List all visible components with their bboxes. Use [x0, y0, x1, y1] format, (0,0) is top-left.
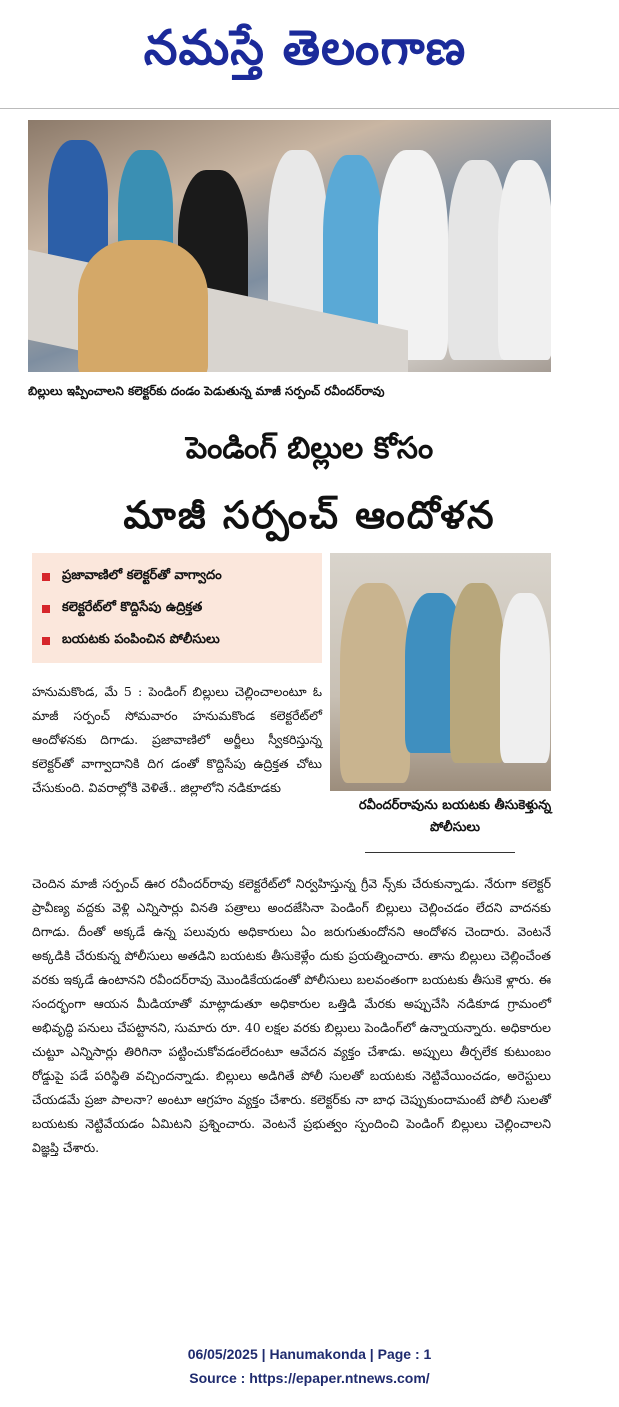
caption-divider — [365, 852, 515, 853]
square-bullet-icon — [42, 573, 50, 581]
top-photo-caption: బిల్లులు ఇప్పించాలని కలెక్టర్‌కు దండం పెడుతున్న మాజీ సర్పంచ్‌ రవీందర్‌రావు — [28, 384, 385, 398]
article-body-wide — [32, 872, 551, 1160]
highlights-box — [32, 553, 322, 663]
footer-date-line: 06/05/2025 | Hanumakonda | Page : 1 — [187, 1346, 432, 1362]
footer-source-line: Source : https://epaper.ntnews.com/ — [189, 1370, 430, 1386]
square-bullet-icon — [42, 637, 50, 645]
highlight-item: బయటకు పంపించిన పోలీసులు — [32, 625, 322, 657]
article-paragraph: హనుమకొండ, మే 5 : పెండింగ్‌ బిల్లులు చెల్లించాలంటూ ఓ మాజీ సర్పంచ్‌ సోమవారం హనుమకొండ కలెక్టరేట్‌లో ఆందోళనకు దిగాడు. ప్రజావాణిలో అర్జీలు స్వీకరిస్తున్న కలెక్టర్‌తో వాగ్వాదానికి దిగ డంతో కొద్దిసేపు ఉద్రిక్తత చోటు చేసుకుంది. వివరాల్లోకి వెళితే.. జిల్లాలోని నడికూడకు — [32, 684, 322, 795]
square-bullet-icon — [42, 605, 50, 613]
highlight-item: ప్రజావాణిలో కలెక్టర్‌తో వాగ్వాదం — [32, 561, 322, 593]
article-body-narrow — [32, 680, 322, 800]
masthead-title: నమస్తే తెలంగాణ — [143, 20, 467, 76]
headline-line-2: మాజీ సర్పంచ్‌ ఆందోళన — [123, 493, 496, 537]
top-news-photo — [28, 120, 551, 372]
side-news-photo — [330, 553, 551, 791]
side-photo-caption: రవీందర్‌రావును బయటకు తీసుకెళ్తున్న పోలీసులు — [358, 798, 552, 835]
article-paragraph: చెందిన మాజీ సర్పంచ్‌ ఊర రవీందర్‌రావు కలెక్టరేట్‌లో నిర్వహిస్తున్న గ్రీవె న్స్‌కు చేరుకున్నాడు. నేరుగా కలెక్టర్‌ ప్రావీణ్య వద్దకు వెళ్లి ఎన్నిసార్లు వినతి పత్రాలు అందజేసినా పెండింగ్‌ బిల్లులు చెల్లించడం లేదని వాదనకు దిగాడు. దీంతో అక్కడే ఉన్న పలువురు అధికారులు ఏం జరుగుతుందోనని ఆందోళన చెందారు. వెంటనే అక్కడికి చేరుకున్న పోలీసులు అతడిని బయటకు తీసుకెళ్లేం దుకు ప్రయత్నించారు. తాను బిల్లులు చెల్లించేంత వరకు ఇక్కడే ఉంటానని రవీందర్‌రావు మొండికేయడంతో పోలీసులు బలవంతంగా బయటకు తీసుకె ళ్లారు. ఈ సందర్భంగా ఆయన మీడియాతో మాట్లాడుతూ అధికారుల ఒత్తిడి మేరకు అప్పుచేసి నడికూడ గ్రామంలో అభివృద్ధి పనులు చేపట్టానని, సుమారు రూ. 40 లక్షల వరకు బిల్లులు పెండింగ్‌లో ఉన్నాయన్నారు. అధికారుల చుట్టూ ఎన్నిసార్లు తిరిగినా పట్టించుకోవడంలేదంటూ ఆవేదన వ్యక్తం చేశాడు. అప్పులు తీర్చలేక కుటుంబం రోడ్డుపై పడే పరిస్థితి వచ్చిందన్నాడు. బిల్లులు అడిగితే పోలీ సులతో బయటకు నెట్టివేయించడం, అరెస్టులు చేయడమే ప్రజా పాలనా? అంటూ ఆగ్రహం వ్యక్తం చేశారు. కలెక్టర్‌కు నా బాధ చెప్పుకుందామంటే పోలీ సులతో బయటకు నెట్టివేయడం ఏమిటని ప్రశ్నించారు. వెంటనే ప్రభుత్వం స్పందించి పెండింగ్‌ బిల్లులు చెల్లించాలని విజ్ఞప్తి చేశారు. — [32, 876, 551, 1155]
highlight-item: కలెక్టరేట్‌లో కొద్దిసేపు ఉద్రిక్తత — [32, 593, 322, 625]
headline-line-1: పెండింగ్‌ బిల్లుల కోసం — [185, 431, 434, 466]
masthead-divider — [0, 108, 619, 109]
